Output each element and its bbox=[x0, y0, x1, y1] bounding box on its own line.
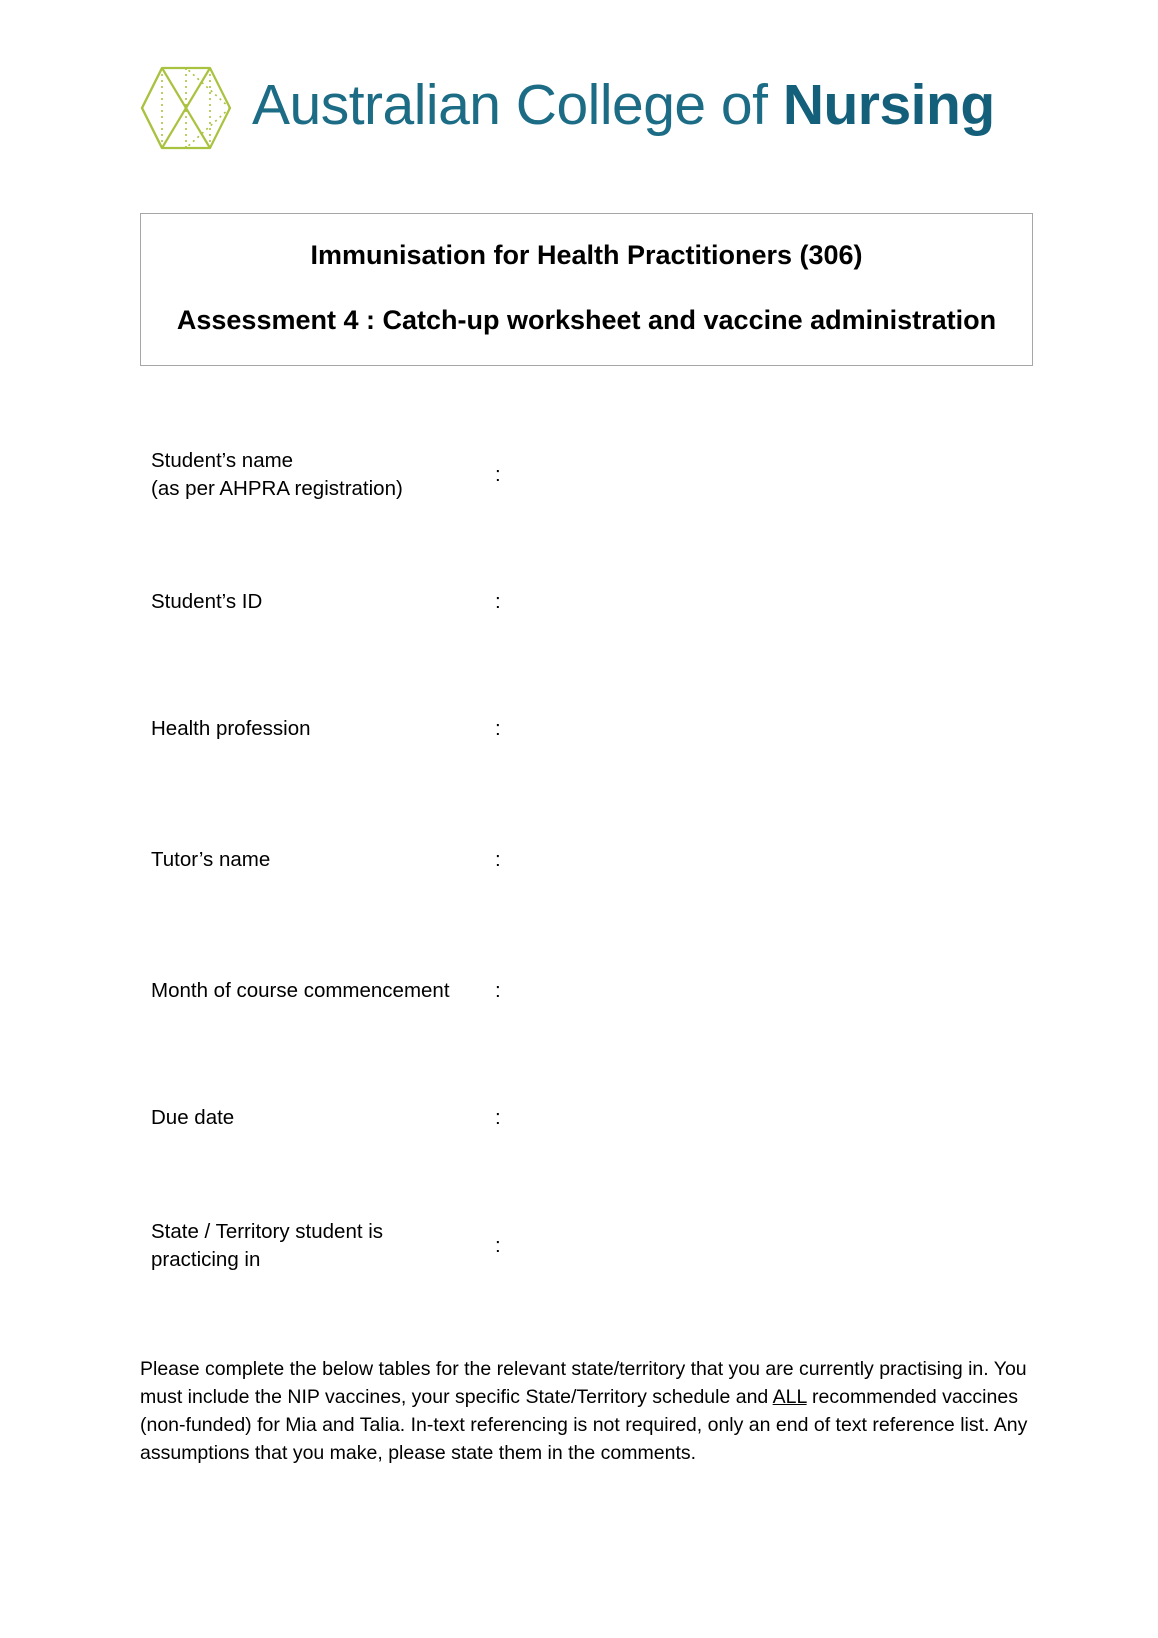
college-name-bold: Nursing bbox=[782, 73, 995, 137]
field-label-line2: (as per AHPRA registration) bbox=[151, 477, 403, 500]
field-label-line1: Student’s ID bbox=[151, 590, 263, 613]
field-colon: : bbox=[495, 848, 501, 871]
geometric-logo-icon bbox=[140, 66, 232, 150]
field-label bbox=[151, 846, 491, 874]
field-label bbox=[151, 715, 491, 743]
field-colon: : bbox=[495, 590, 501, 613]
instructions-part1: Please complete the below tables for the relevant state/territory that you are currently practising in. You must include the NIP vaccines, your specific State/Territory schedule and bbox=[140, 1358, 1027, 1408]
college-name-regular: Australian College of bbox=[252, 73, 783, 137]
field-label bbox=[151, 447, 491, 503]
course-commencement-input[interactable] bbox=[521, 977, 1001, 1005]
field-colon: : bbox=[495, 463, 501, 486]
health-profession-input[interactable] bbox=[521, 715, 1001, 743]
due-date-input[interactable] bbox=[521, 1104, 1001, 1132]
college-name bbox=[252, 72, 995, 138]
field-label-line2: practicing in bbox=[151, 1248, 261, 1271]
field-label bbox=[151, 977, 511, 1005]
tutor-name-input[interactable] bbox=[521, 846, 1001, 874]
instructions-paragraph bbox=[140, 1355, 1040, 1467]
instructions-part2: recommended vaccines (non-funded) for Mia and Talia. In-text referencing is not required, only an end of text reference list. Any assumptions that you make, please state them in the comments. bbox=[140, 1386, 1028, 1464]
field-label bbox=[151, 1104, 491, 1132]
instructions-emphasis: ALL bbox=[772, 1386, 807, 1408]
field-label bbox=[151, 1218, 491, 1274]
field-label-line1: Due date bbox=[151, 1106, 235, 1129]
field-label-line1: State / Territory student is bbox=[151, 1220, 384, 1243]
field-colon: : bbox=[495, 1234, 501, 1257]
field-label-line1: Student’s name bbox=[151, 449, 294, 472]
student-name-input[interactable] bbox=[521, 461, 1001, 489]
assessment-title: Assessment 4 : Catch-up worksheet and vaccine administration bbox=[176, 305, 997, 335]
field-colon: : bbox=[495, 979, 501, 1002]
field-label-line1: Health profession bbox=[151, 717, 311, 740]
field-colon: : bbox=[495, 717, 501, 740]
state-territory-input[interactable] bbox=[521, 1232, 1001, 1260]
field-colon: : bbox=[495, 1106, 501, 1129]
title-box bbox=[140, 213, 1033, 366]
college-logo bbox=[140, 66, 995, 150]
field-label-line1: Month of course commencement bbox=[151, 979, 450, 1002]
field-label-line1: Tutor’s name bbox=[151, 848, 271, 871]
student-id-input[interactable] bbox=[521, 588, 1001, 616]
field-label bbox=[151, 588, 491, 616]
course-title: Immunisation for Health Practitioners (306) bbox=[310, 240, 863, 270]
